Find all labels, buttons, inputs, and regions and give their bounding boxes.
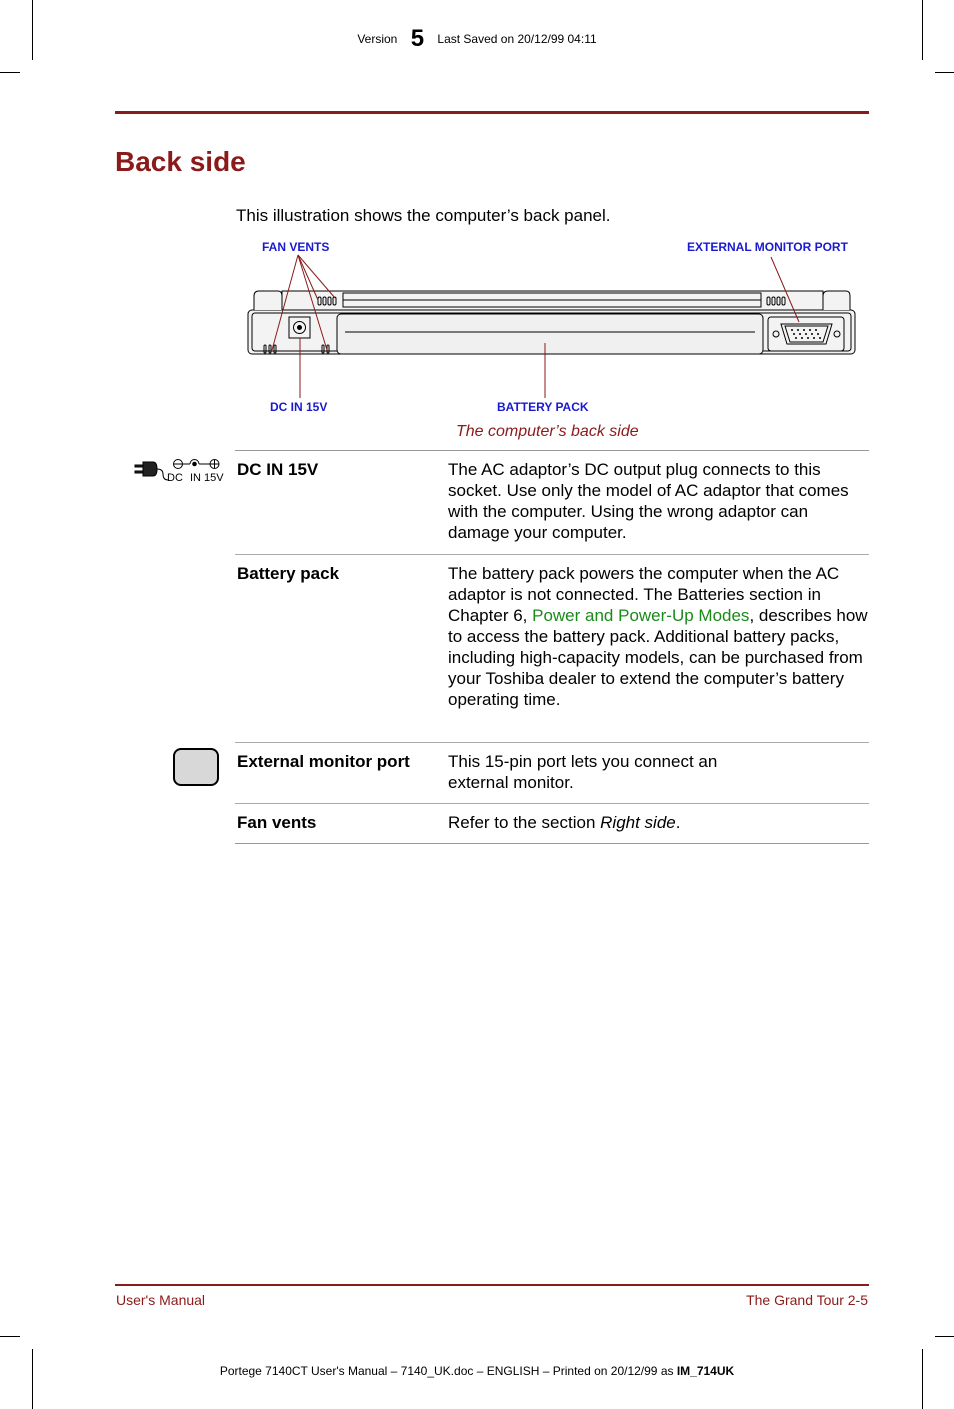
table-row bbox=[235, 450, 869, 554]
desc-battery-text-1: The battery pack powers the computer when the AC adaptor is not connected. The Batteries section in Chapter 6, bbox=[448, 564, 840, 625]
desc-monitor-line-1: This 15-pin port lets you connect an bbox=[448, 752, 718, 771]
dc-in-icon bbox=[133, 456, 228, 488]
last-saved: Last Saved on 20/12/99 04:11 bbox=[437, 32, 597, 46]
term-fan-vents: Fan vents bbox=[237, 813, 317, 832]
version-label: Version bbox=[357, 32, 398, 46]
crop-mark bbox=[0, 1336, 20, 1337]
dc-icon-in-text: IN 15V bbox=[190, 472, 224, 484]
right-side-ref: Right side bbox=[600, 813, 676, 832]
battery-pack-label: BATTERY PACK bbox=[497, 400, 589, 414]
desc-fan-text-1: Refer to the section bbox=[448, 813, 601, 832]
figure-caption: The computer’s back side bbox=[456, 423, 639, 440]
term-battery-pack: Battery pack bbox=[237, 564, 340, 583]
desc-monitor-line-2: external monitor. bbox=[448, 773, 574, 792]
term-dc-in: DC IN 15V bbox=[237, 460, 319, 479]
dc-icon-dc-text: DC bbox=[167, 472, 183, 484]
table-row bbox=[235, 803, 869, 844]
desc-dc-in: The AC adaptor’s DC output plug connects to this socket. Use only the model of AC adaptor that comes with the computer. Using the wrong adaptor can damage your computer. bbox=[448, 460, 849, 542]
desc-external-monitor-port bbox=[448, 751, 869, 793]
print-line-id: IM_714UK bbox=[676, 1364, 735, 1378]
fan-vents-label: FAN VENTS bbox=[262, 240, 330, 254]
footer-rule bbox=[115, 1284, 869, 1286]
footer-left: User's Manual bbox=[116, 1292, 206, 1308]
crop-mark bbox=[935, 1336, 954, 1337]
intro-text: This illustration shows the computer’s back panel. bbox=[236, 206, 611, 225]
desc-fan-text-2: . bbox=[675, 813, 681, 832]
port-table bbox=[235, 450, 869, 844]
external-monitor-port-label: EXTERNAL MONITOR PORT bbox=[687, 240, 848, 254]
print-line-text: Portege 7140CT User's Manual – 7140_UK.doc – ENGLISH – Printed on 20/12/99 as bbox=[219, 1364, 677, 1378]
version-number: 5 bbox=[410, 25, 425, 52]
print-line bbox=[0, 1364, 954, 1378]
power-modes-link[interactable]: Power and Power-Up Modes bbox=[532, 606, 750, 625]
desc-battery-text-2: , describes how to access the battery pack. Additional battery packs, including high-capacity models, can be purchased from your Toshiba dealer to extend the computer’s battery operating time. bbox=[448, 606, 868, 709]
page-title: Back side bbox=[115, 146, 246, 177]
crop-mark bbox=[922, 1349, 923, 1409]
desc-fan-vents bbox=[448, 812, 869, 833]
footer-right: The Grand Tour 2-5 bbox=[746, 1292, 868, 1308]
back-panel-illustration bbox=[0, 0, 954, 440]
table-row bbox=[235, 742, 869, 803]
term-external-monitor-port: External monitor port bbox=[237, 752, 410, 771]
monitor-icon bbox=[173, 748, 219, 786]
desc-battery-pack bbox=[448, 563, 869, 710]
table-row bbox=[235, 554, 869, 742]
crop-mark bbox=[32, 1349, 33, 1409]
dc-in-label: DC IN 15V bbox=[270, 400, 328, 414]
